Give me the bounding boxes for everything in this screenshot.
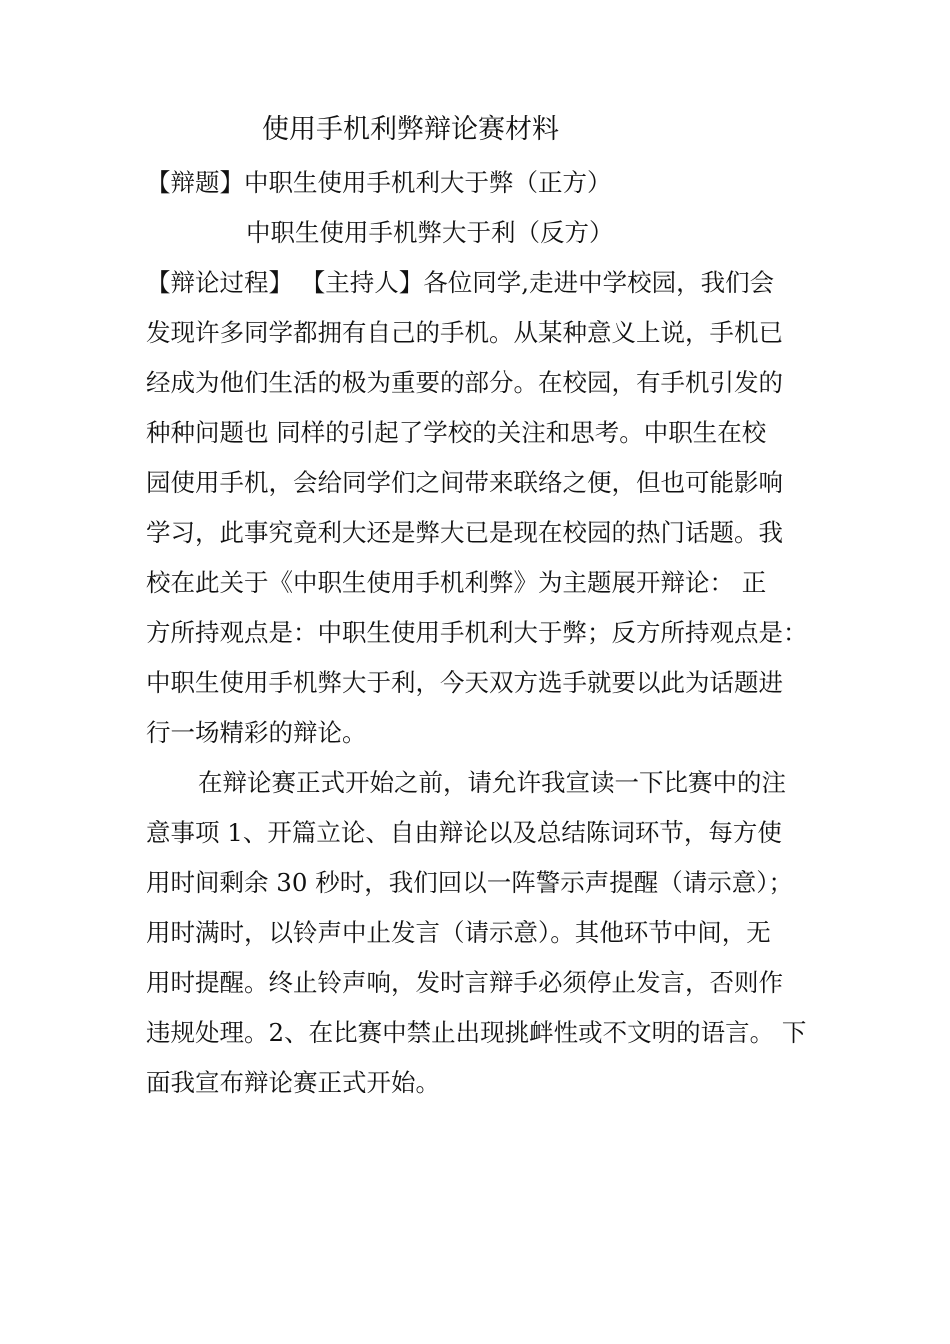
- paragraph-line: 中职生使用手机弊大于利，今天双方选手就要以此为话题进: [146, 668, 783, 697]
- paragraph-line: 学习，此事究竟利大还是弊大已是现在校园的热门话题。我: [146, 518, 783, 547]
- topic-line-con: 中职生使用手机弊大于利（反方）: [246, 218, 614, 247]
- paragraph-line: 经成为他们生活的极为重要的部分。在校园，有手机引发的: [146, 368, 783, 397]
- paragraph-line: 行一场精彩的辩论。: [146, 718, 367, 747]
- paragraph-line: 意事项 1、开篇立论、自由辩论以及总结陈词环节，每方使: [146, 818, 782, 847]
- paragraph-line: 校在此关于《中职生使用手机利弊》为主题展开辩论： 正: [146, 568, 767, 597]
- paragraph-line: 用时满时，以铃声中止发言（请示意）。其他环节中间，无: [146, 918, 771, 947]
- paragraph-line: 方所持观点是：中职生使用手机利大于弊；反方所持观点是：: [146, 618, 808, 647]
- topic-line-pro: 【辩题】中职生使用手机利大于弊（正方）: [146, 168, 612, 197]
- document-title: 使用手机利弊辩论赛材料: [262, 114, 559, 145]
- paragraph-line: 种种问题也 同样的引起了学校的关注和思考。中职生在校: [146, 418, 767, 447]
- paragraph-line: 面我宣布辩论赛正式开始。: [146, 1068, 440, 1097]
- paragraph-line: 【辩论过程】 【主持人】各位同学,走进中学校园，我们会: [146, 268, 775, 297]
- paragraph-line: 园使用手机，会给同学们之间带来联络之便，但也可能影响: [146, 468, 783, 497]
- paragraph-line: 发现许多同学都拥有自己的手机。从某种意义上说，手机已: [146, 318, 783, 347]
- paragraph-line: 在辩论赛正式开始之前，请允许我宣读一下比赛中的注: [198, 768, 786, 797]
- paragraph-line: 违规处理。2、在比赛中禁止出现挑衅性或不文明的语言。 下: [146, 1018, 807, 1047]
- paragraph-line: 用时间剩余 30 秒时，我们回以一阵警示声提醒（请示意）；: [146, 868, 793, 897]
- paragraph-line: 用时提醒。终止铃声响，发时言辩手必须停止发言，否则作: [146, 968, 783, 997]
